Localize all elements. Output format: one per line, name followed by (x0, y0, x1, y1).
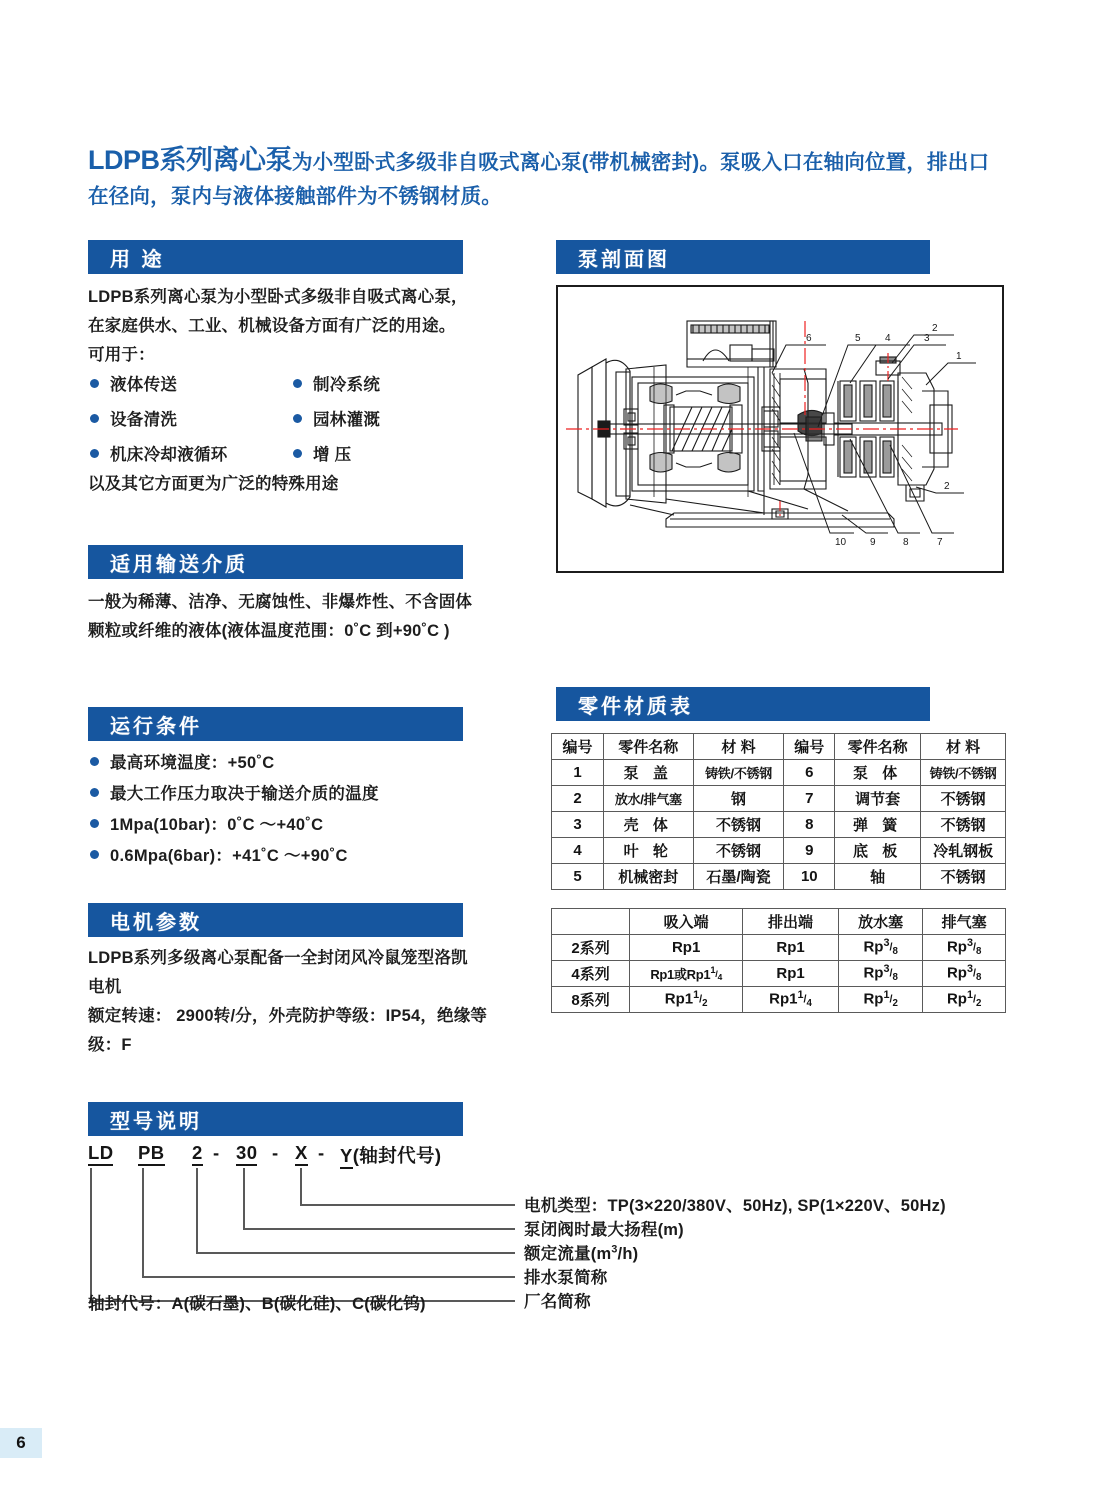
leader-hline-flow (196, 1252, 515, 1254)
intro-paragraph (88, 143, 1008, 214)
section-header-motor: 电机参数 (88, 903, 463, 937)
cell: 机械密封 (603, 864, 693, 890)
cell-suction: Rp1 (630, 935, 743, 961)
cell: 8 (784, 812, 835, 838)
callout-7: 7 (937, 537, 943, 548)
cell: 3 (552, 812, 604, 838)
cell: 5 (552, 864, 604, 890)
col-discharge: 排出端 (743, 909, 839, 935)
leader-hline-pb (142, 1276, 515, 1278)
callout-3: 3 (924, 333, 930, 344)
cell: 叶 轮 (603, 838, 693, 864)
bullet-dot-icon (90, 850, 99, 859)
cell: 7 (784, 786, 835, 812)
table-row (552, 961, 1006, 987)
model-label-pump-abbrev: 排水泵简称 (524, 1269, 608, 1287)
cell-drain: $Rp^3/_8$ (839, 935, 923, 961)
section-header-parts-table: 零件材质表 (556, 687, 930, 721)
table-row (552, 786, 1006, 812)
table-row (552, 812, 1006, 838)
bullet-dot-icon (90, 379, 99, 388)
cell: 放水/排气塞 (603, 786, 693, 812)
section-header-operating: 运行条件 (88, 707, 463, 741)
code-token-ld: LD (88, 1142, 113, 1164)
col-vent: 排气塞 (923, 909, 1006, 935)
page-number: 6 (0, 1428, 42, 1458)
code-token-flow: 2 (192, 1142, 203, 1164)
callout-9: 9 (870, 537, 876, 548)
usage-item-label: 制冷系统 (313, 376, 381, 394)
operating-item-label: 1Mpa(10bar)：0˚C ～+40˚C (110, 816, 324, 834)
usage-item-1 (90, 406, 177, 430)
bullet-dot-icon (293, 449, 302, 458)
leader-hline-head (243, 1228, 515, 1230)
callout-2-top: 2 (932, 323, 938, 334)
pump-cross-section-diagram (556, 285, 1004, 573)
section-header-medium: 适用输送介质 (88, 545, 463, 579)
bullet-dot-icon (90, 819, 99, 828)
usage-item-4 (293, 406, 380, 430)
table-row (552, 935, 1006, 961)
cell: 调节套 (835, 786, 921, 812)
col-series (552, 909, 630, 935)
col-name-2: 零件名称 (835, 734, 921, 760)
code-token-head: 30 (236, 1142, 257, 1164)
parts-table-header-row (552, 734, 1006, 760)
model-label-rated-flow: 额定流量$(m^3/h)$ (524, 1243, 639, 1263)
motor-paragraph-1: LDPB系列多级离心泵配备一全封闭风冷鼠笼型洛凯电机 (88, 949, 468, 996)
table-row (552, 987, 1006, 1013)
callout-5: 5 (855, 333, 861, 344)
callout-8: 8 (903, 537, 909, 548)
leader-hline-motor (300, 1204, 515, 1206)
cell: 6 (784, 760, 835, 786)
code-dash-3: - (318, 1142, 325, 1163)
cell: 轴 (835, 864, 921, 890)
cell: 9 (784, 838, 835, 864)
cell: 钢 (693, 786, 784, 812)
callout-6: 6 (806, 333, 812, 344)
section-header-model-code: 型号说明 (88, 1102, 463, 1136)
operating-item-2 (90, 811, 323, 835)
cell: 4 (552, 838, 604, 864)
col-drain: 放水塞 (839, 909, 923, 935)
code-dash-1: - (213, 1142, 220, 1163)
cell-drain: $Rp^1/_2$ (839, 987, 923, 1013)
callout-1: 1 (956, 351, 962, 362)
parts-material-table (551, 733, 1006, 890)
usage-item-label: 园林灌溉 (313, 411, 381, 429)
usage-paragraph: LDPB系列离心泵为小型卧式多级非自吸式离心泵，在家庭供水、工业、机械设备方面有广泛的用途。可用于： (88, 288, 468, 364)
cell: 壳 体 (603, 812, 693, 838)
col-mat-1: 材 料 (693, 734, 784, 760)
col-no-1: 编号 (552, 734, 604, 760)
col-mat-2: 材 料 (921, 734, 1006, 760)
cell-vent: $Rp^3/_8$ (923, 961, 1006, 987)
section-header-usage: 用 途 (88, 240, 463, 274)
cell-suction: Rp1或$Rp1^1/_4$ (630, 961, 743, 987)
cell: 冷轧钢板 (921, 838, 1006, 864)
cell: 铸铁/不锈钢 (921, 760, 1006, 786)
code-token-motor: X (295, 1142, 308, 1164)
table-row (552, 760, 1006, 786)
usage-item-2 (90, 441, 228, 465)
bullet-dot-icon (90, 757, 99, 766)
code-token-pb: PB (138, 1142, 165, 1164)
cell-discharge: Rp1 (743, 961, 839, 987)
cell: 10 (784, 864, 835, 890)
bullet-dot-icon (293, 379, 302, 388)
model-label-motor-type: 电机类型：TP(3×220/380V、50Hz), SP(1×220V、50Hz) (524, 1197, 946, 1215)
operating-item-0 (90, 749, 275, 773)
seal-code-note: 轴封代号：A(碳石墨)、B(碳化硅)、C(碳化钨) (88, 1295, 426, 1313)
table-row (552, 864, 1006, 890)
leader-vline-motor (300, 1168, 302, 1206)
cell: 弹 簧 (835, 812, 921, 838)
bullet-dot-icon (293, 414, 302, 423)
usage-item-label: 设备清洗 (110, 411, 178, 429)
cell-series: 8系列 (552, 987, 630, 1013)
code-token-seal: Y(轴封代号) (340, 1142, 441, 1168)
cell: 不锈钢 (921, 812, 1006, 838)
cell-vent: $Rp^3/_8$ (923, 935, 1006, 961)
cell-discharge: $Rp1^1/_4$ (743, 987, 839, 1013)
cell: 不锈钢 (921, 786, 1006, 812)
usage-item-5 (293, 441, 351, 465)
section-header-section-view: 泵剖面图 (556, 240, 930, 274)
cell: 2 (552, 786, 604, 812)
cell: 不锈钢 (921, 864, 1006, 890)
cell-series: 4系列 (552, 961, 630, 987)
callout-10: 10 (835, 537, 847, 548)
col-no-2: 编号 (784, 734, 835, 760)
usage-item-label: 液体传送 (110, 376, 178, 394)
intro-description: 为小型卧式多级非自吸式离心泵(带机械密封)。泵吸入口在轴向位置，排出口在径向，泵内与液体接触部件为不锈钢材质。 (88, 151, 990, 208)
cell: 1 (552, 760, 604, 786)
cell-series: 2系列 (552, 935, 630, 961)
operating-item-1 (90, 780, 379, 804)
cell: 底 板 (835, 838, 921, 864)
model-label-brand: 厂名简称 (524, 1293, 591, 1311)
leader-vline-pb (142, 1168, 144, 1278)
ports-connection-table (551, 908, 1006, 1013)
model-label-max-head: 泵闭阀时最大扬程(m) (524, 1221, 684, 1239)
operating-item-label: 0.6Mpa(6bar)：+41˚C ～+90˚C (110, 847, 348, 865)
medium-paragraph: 一般为稀薄、洁净、无腐蚀性、非爆炸性、不含固体颗粒或纤维的液体(液体温度范围：0˚C 到+90˚C ) (88, 593, 473, 640)
callout-4: 4 (885, 333, 891, 344)
table-row (552, 838, 1006, 864)
usage-item-3 (293, 371, 380, 395)
ports-table-header-row (552, 909, 1006, 935)
leader-vline-ld (90, 1168, 92, 1302)
cell-drain: $Rp^3/_8$ (839, 961, 923, 987)
operating-item-label: 最高环境温度：+50˚C (110, 754, 275, 772)
cell: 不锈钢 (693, 838, 784, 864)
motor-paragraph-2: 额定转速： 2900转/分，外壳防护等级：IP54，绝缘等级：F (88, 1007, 488, 1054)
bullet-dot-icon (90, 414, 99, 423)
bullet-dot-icon (90, 788, 99, 797)
cell: 石墨/陶瓷 (693, 864, 784, 890)
col-name-1: 零件名称 (603, 734, 693, 760)
usage-footer: 以及其它方面更为广泛的特殊用途 (88, 475, 339, 493)
code-dash-2: - (272, 1142, 279, 1163)
product-model-name: LDPB系列离心泵 (88, 145, 292, 175)
leader-vline-head (243, 1168, 245, 1230)
usage-item-label: 增 压 (313, 446, 352, 464)
cell-vent: $Rp^1/_2$ (923, 987, 1006, 1013)
leader-vline-flow (196, 1168, 198, 1254)
cell: 铸铁/不锈钢 (693, 760, 784, 786)
cell: 不锈钢 (693, 812, 784, 838)
cell: 泵 体 (835, 760, 921, 786)
cell-suction: $Rp1^1/_2$ (630, 987, 743, 1013)
operating-item-label: 最大工作压力取决于输送介质的温度 (110, 785, 379, 803)
usage-item-label: 机床冷却液循环 (110, 446, 228, 464)
bullet-dot-icon (90, 449, 99, 458)
callout-2-bottom: 2 (944, 481, 950, 492)
usage-item-0 (90, 371, 177, 395)
col-suction: 吸入端 (630, 909, 743, 935)
cell: 泵 盖 (603, 760, 693, 786)
operating-item-3 (90, 842, 348, 866)
cell-discharge: Rp1 (743, 935, 839, 961)
